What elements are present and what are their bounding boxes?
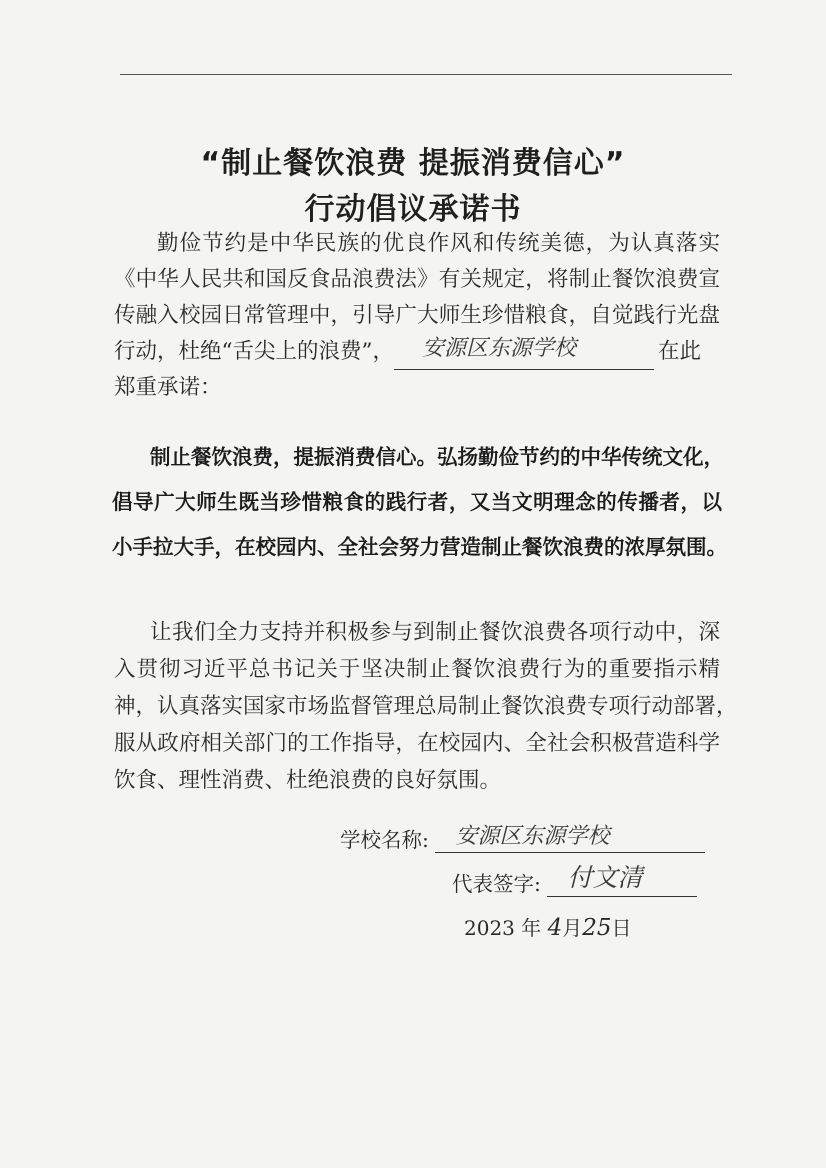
paragraph-commitment (112, 435, 727, 570)
text-line: 倡导广大师生既当珍惜粮食的践行者，又当文明理念的传播者，以 (112, 490, 722, 514)
text-line: 传融入校园日常管理中，引导广大师生珍惜粮食，自觉践行光盘 (114, 303, 720, 328)
text-line: 让我们全力支持并积极参与到制止餐饮浪费各项行动中，深 (150, 620, 720, 645)
text-line: 饮食、理性消费、杜绝浪费的良好氛围。 (114, 768, 502, 793)
handwritten-school-name: 安源区东源学校 (421, 336, 576, 361)
document-title: “制止餐饮浪费 提振消费信心” (200, 146, 626, 181)
signing-date (464, 912, 632, 941)
text-line: 行动，杜绝“舌尖上的浪费”， (114, 339, 394, 364)
text-line: 神，认真落实国家市场监督管理总局制止餐饮浪费专项行动部署， (114, 694, 738, 719)
school-name-blank (394, 336, 654, 370)
handwritten-signature: 付文清 (567, 863, 643, 892)
date-month-unit: 月 (562, 916, 583, 940)
top-rule (120, 74, 732, 75)
date-day: 25 (582, 915, 612, 941)
school-name-signature-line (435, 822, 705, 853)
text-line: 在此 (657, 339, 701, 364)
date-month: 4 (547, 915, 563, 941)
text-line: 制止餐饮浪费，提振消费信心。弘扬勤俭节约的中华传统文化， (150, 445, 724, 469)
text-line: 服从政府相关部门的工作指导，在校园内、全社会积极营造科学 (114, 731, 720, 756)
representative-signature-line (547, 863, 697, 897)
paragraph-support (114, 614, 738, 799)
handwritten-school-name: 安源区东源学校 (455, 824, 610, 849)
representative-signature-row (452, 863, 697, 897)
school-name-row (340, 822, 705, 853)
date-day-unit: 日 (611, 916, 632, 940)
school-name-label: 学校名称: (340, 828, 429, 852)
text-line: 入贯彻习近平总书记关于坚决制止餐饮浪费行为的重要指示精 (114, 657, 720, 682)
text-line: 《中华人民共和国反食品浪费法》有关规定，将制止餐饮浪费宣 (114, 267, 720, 292)
text-line: 小手拉大手，在校园内、全社会努力营造制止餐饮浪费的浓厚氛围。 (112, 535, 727, 559)
text-line: 郑重承诺： (114, 375, 222, 400)
date-year: 2023 年 (464, 916, 542, 940)
paragraph-intro (114, 226, 720, 406)
text-line-with-blank (114, 334, 720, 370)
representative-label: 代表签字: (452, 872, 541, 896)
document-subtitle: 行动倡议承诺书 (304, 192, 522, 227)
text-line: 勤俭节约是中华民族的优良作风和传统美德，为认真落实 (157, 231, 720, 256)
